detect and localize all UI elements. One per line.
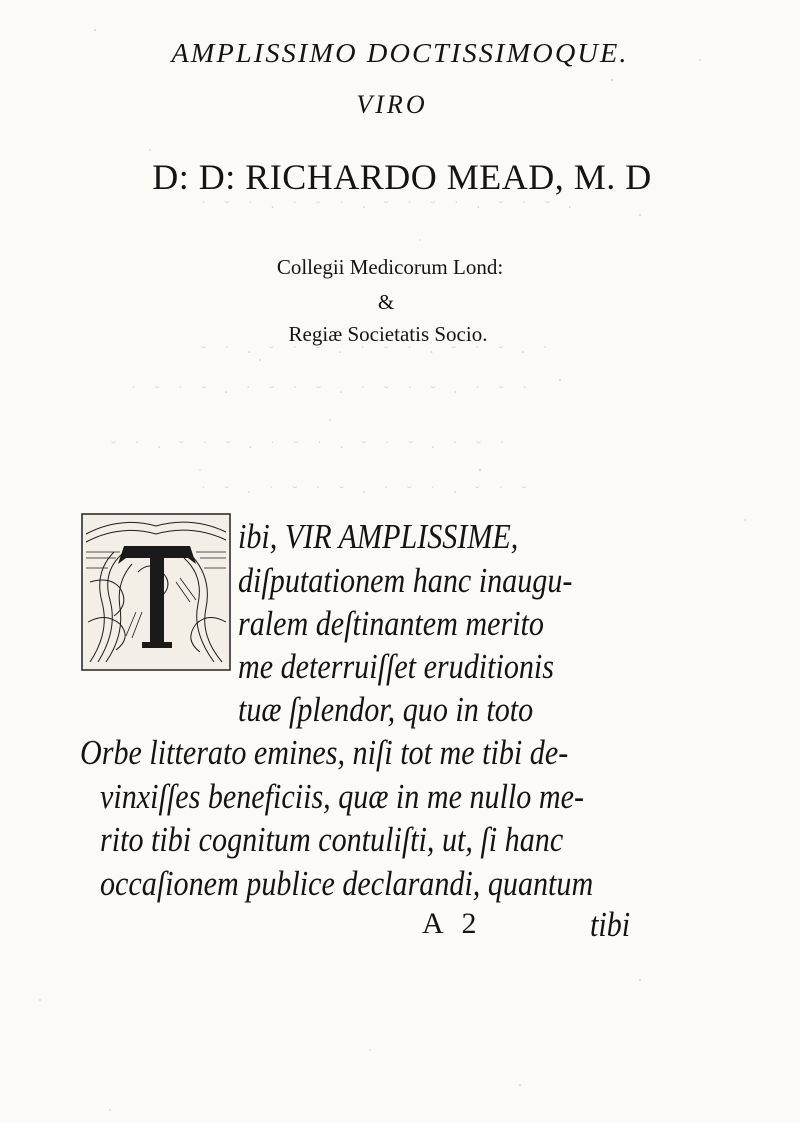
body-line: rito tibi cognitum contuliſti, ut, ſi hanc bbox=[100, 820, 564, 859]
signature-mark: A 2 bbox=[422, 907, 483, 940]
show-through-text: ˘ ˙ · ˘ ˙ ˘ · ˙ ˘ ˙ · ˘ ˙ ˘ · ˙ ˘ ˙ bbox=[110, 440, 512, 456]
catchword: tibi bbox=[590, 905, 631, 944]
conjunction-line: & bbox=[377, 290, 395, 314]
body-line: vinxiſſes beneficiis, quæ in me nullo me- bbox=[100, 777, 585, 816]
body-line: Orbe litterato emines, niſi tot me tibi de- bbox=[80, 733, 569, 772]
body-line: occaſionem publice declarandi, quantum bbox=[100, 864, 594, 903]
body-line: ralem deſtinantem merito bbox=[238, 604, 544, 643]
dedication-heading: AMPLISSIMO DOCTISSIMOQUE. bbox=[171, 38, 629, 68]
show-through-text: ˙ ˘ ˙ ˘ · ˙ ˘ ˙ ˘ · ˙ ˘ ˙ ˘ · ˙ ˘ ˙ bbox=[130, 385, 535, 401]
body-line: tuæ ſplendor, quo in toto bbox=[238, 690, 534, 729]
body-line: me deterruiſſet eruditionis bbox=[238, 647, 555, 686]
society-line: Regiæ Societatis Socio. bbox=[288, 322, 488, 346]
show-through-text: ˘ ˙ · ˘ ˙ ˘ · ˙ ˘ ˙ · ˘ ˙ ˘ · ˙ bbox=[200, 345, 555, 361]
college-line: Collegii Medicorum Lond: bbox=[276, 255, 504, 279]
body-line: diſputationem hanc inaugu- bbox=[238, 561, 573, 600]
show-through-text: ˙ ˘ ˙ · ˙ ˘ ˙ · ˘ ˙ ˘ ˙ · ˘ ˙ ˘ · bbox=[200, 200, 579, 216]
viro-heading: VIRO bbox=[356, 90, 428, 119]
show-through-text: ˙ ˘ · ˙ ˘ ˙ ˘ · ˙ ˘ ˙ · ˘ ˙ ˘ bbox=[200, 485, 534, 501]
body-line: ibi, VIR AMPLISSIME, bbox=[238, 517, 519, 556]
ornamental-initial-t-icon bbox=[80, 512, 232, 672]
dedicatee-name: D: D: RICHARDO MEAD, M. D bbox=[152, 157, 652, 197]
